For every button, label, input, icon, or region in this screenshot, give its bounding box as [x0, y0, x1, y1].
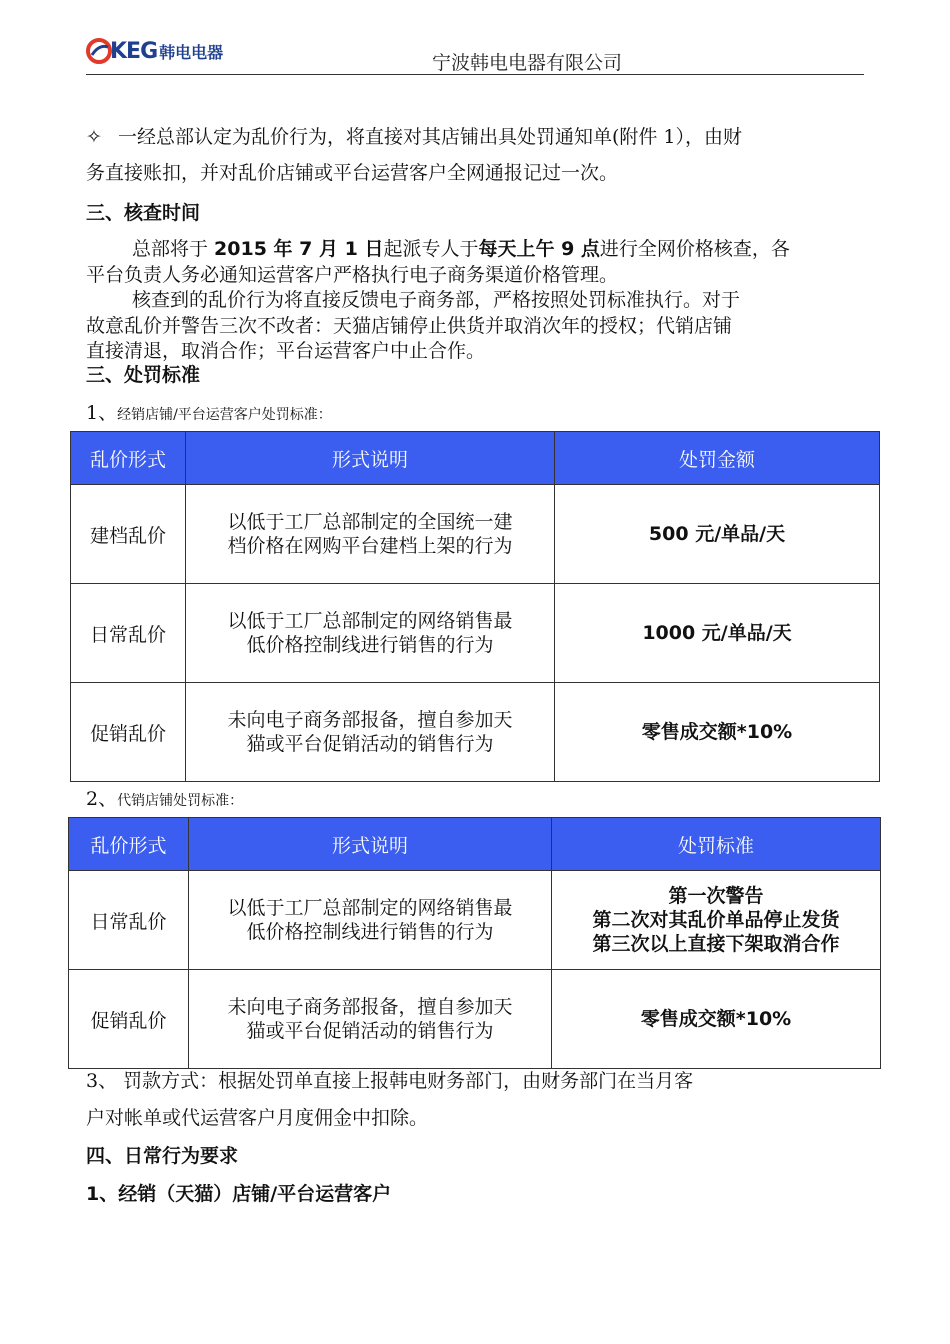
desc-line: 以低于工厂总部制定的全国统一建: [227, 511, 513, 533]
penalty-amount: 500 元/单品/天: [555, 485, 880, 584]
intro-line-1: [86, 122, 742, 149]
table-row: [71, 584, 880, 683]
desc-line: 档价格在网购平台建档上架的行为: [227, 535, 513, 557]
check-para-1-line-1: [132, 234, 790, 261]
desc-line: 以低于工厂总部制定的网络销售最: [227, 897, 513, 919]
intro-text-2: 务直接账扣，并对乱价店铺或平台运营客户全网通报记过一次。: [86, 162, 619, 184]
penalty-table-2: [68, 817, 881, 1069]
table-row: [69, 871, 881, 970]
violation-desc: [189, 970, 552, 1069]
desc-line: 未向电子商务部报备，擅自参加天: [227, 709, 513, 731]
violation-desc: [186, 584, 555, 683]
penalty-line: 第二次对其乱价单品停止发货: [592, 909, 840, 931]
check-para-1-line-2: 平台负责人务必通知运营客户严格执行电子商务渠道价格管理。: [86, 264, 619, 286]
table-header-cell: 处罚标准: [552, 818, 881, 871]
violation-type: 建档乱价: [71, 485, 186, 584]
check-text-mid: 起派专人于: [383, 238, 479, 260]
penalty-table-1: [70, 431, 880, 782]
logo-text: KEG: [110, 38, 158, 64]
company-name: 宁波韩电电器有限公司: [432, 52, 623, 74]
table-header-cell: 乱价形式: [69, 818, 189, 871]
violation-desc: [189, 871, 552, 970]
violation-type: 促销乱价: [69, 970, 189, 1069]
penalty-sub-1-text: 经销店铺/平台运营客户处罚标准：: [117, 407, 332, 423]
section-check-heading: 三、核查时间: [86, 202, 201, 224]
penalty-standard: [552, 871, 881, 970]
penalty-sub-3-line-2: 户对帐单或代运营客户月度佣金中扣除。: [86, 1107, 429, 1129]
keg-logo: [86, 36, 223, 66]
desc-line: 未向电子商务部报备，擅自参加天: [227, 996, 513, 1018]
table-header-row: [71, 432, 880, 485]
penalty-sub-2-num: 2、: [86, 788, 118, 810]
desc-line: 以低于工厂总部制定的网络销售最: [227, 610, 513, 632]
page-header: [86, 34, 864, 75]
logo-cn-text: 韩电电器: [159, 42, 224, 62]
penalty-standard: 零售成交额*10%: [552, 970, 881, 1069]
table-header-cell: 处罚金额: [555, 432, 880, 485]
penalty-sub-2-text: 代销店铺处罚标准：: [117, 793, 244, 809]
section-daily-heading: 四、日常行为要求: [86, 1145, 239, 1167]
table-row: [69, 970, 881, 1069]
penalty-line: 第三次以上直接下架取消合作: [592, 933, 840, 955]
penalty-sub-2: [86, 784, 243, 811]
check-time: 每天上午 9 点: [478, 238, 600, 260]
violation-desc: [186, 683, 555, 782]
table-header-cell: 形式说明: [189, 818, 552, 871]
section-penalty-heading: 三、处罚标准: [86, 364, 201, 386]
check-text-post: 进行全网价格核查，各: [599, 238, 790, 260]
keg-logo-swoosh-icon: [86, 38, 112, 64]
table-row: [71, 683, 880, 782]
desc-line: 猫或平台促销活动的销售行为: [246, 733, 494, 755]
check-para-2-line-2: 故意乱价并警告三次不改者：天猫店铺停止供货并取消次年的授权；代销店铺: [86, 315, 733, 337]
section-daily-sub-1: 1、经销（天猫）店铺/平台运营客户: [86, 1183, 392, 1205]
table-header-row: [69, 818, 881, 871]
table-header-cell: 形式说明: [186, 432, 555, 485]
penalty-amount: 1000 元/单品/天: [555, 584, 880, 683]
check-para-2-line-3: 直接清退，取消合作；平台运营客户中止合作。: [86, 340, 486, 362]
penalty-sub-1: [86, 398, 332, 425]
check-date: 2015 年 7 月 1 日: [214, 238, 384, 260]
penalty-line: 第一次警告: [668, 885, 764, 907]
desc-line: 低价格控制线进行销售的行为: [246, 921, 494, 943]
desc-line: 低价格控制线进行销售的行为: [246, 634, 494, 656]
violation-type: 促销乱价: [71, 683, 186, 782]
penalty-sub-3-line-1: 3、 罚款方式：根据处罚单直接上报韩电财务部门，由财务部门在当月客: [86, 1070, 694, 1092]
check-text: 总部将于: [132, 238, 215, 260]
violation-type: 日常乱价: [71, 584, 186, 683]
desc-line: 猫或平台促销活动的销售行为: [246, 1020, 494, 1042]
table-header-cell: 乱价形式: [71, 432, 186, 485]
diamond-bullet-icon: ✧: [86, 126, 102, 148]
penalty-sub-1-num: 1、: [86, 402, 118, 424]
violation-desc: [186, 485, 555, 584]
table-row: [71, 485, 880, 584]
violation-type: 日常乱价: [69, 871, 189, 970]
penalty-amount: 零售成交额*10%: [555, 683, 880, 782]
intro-text-1: 一经总部认定为乱价行为，将直接对其店铺出具处罚通知单(附件 1），由财: [117, 126, 743, 148]
check-para-2-line-1: 核查到的乱价行为将直接反馈电子商务部，严格按照处罚标准执行。对于: [132, 289, 741, 311]
